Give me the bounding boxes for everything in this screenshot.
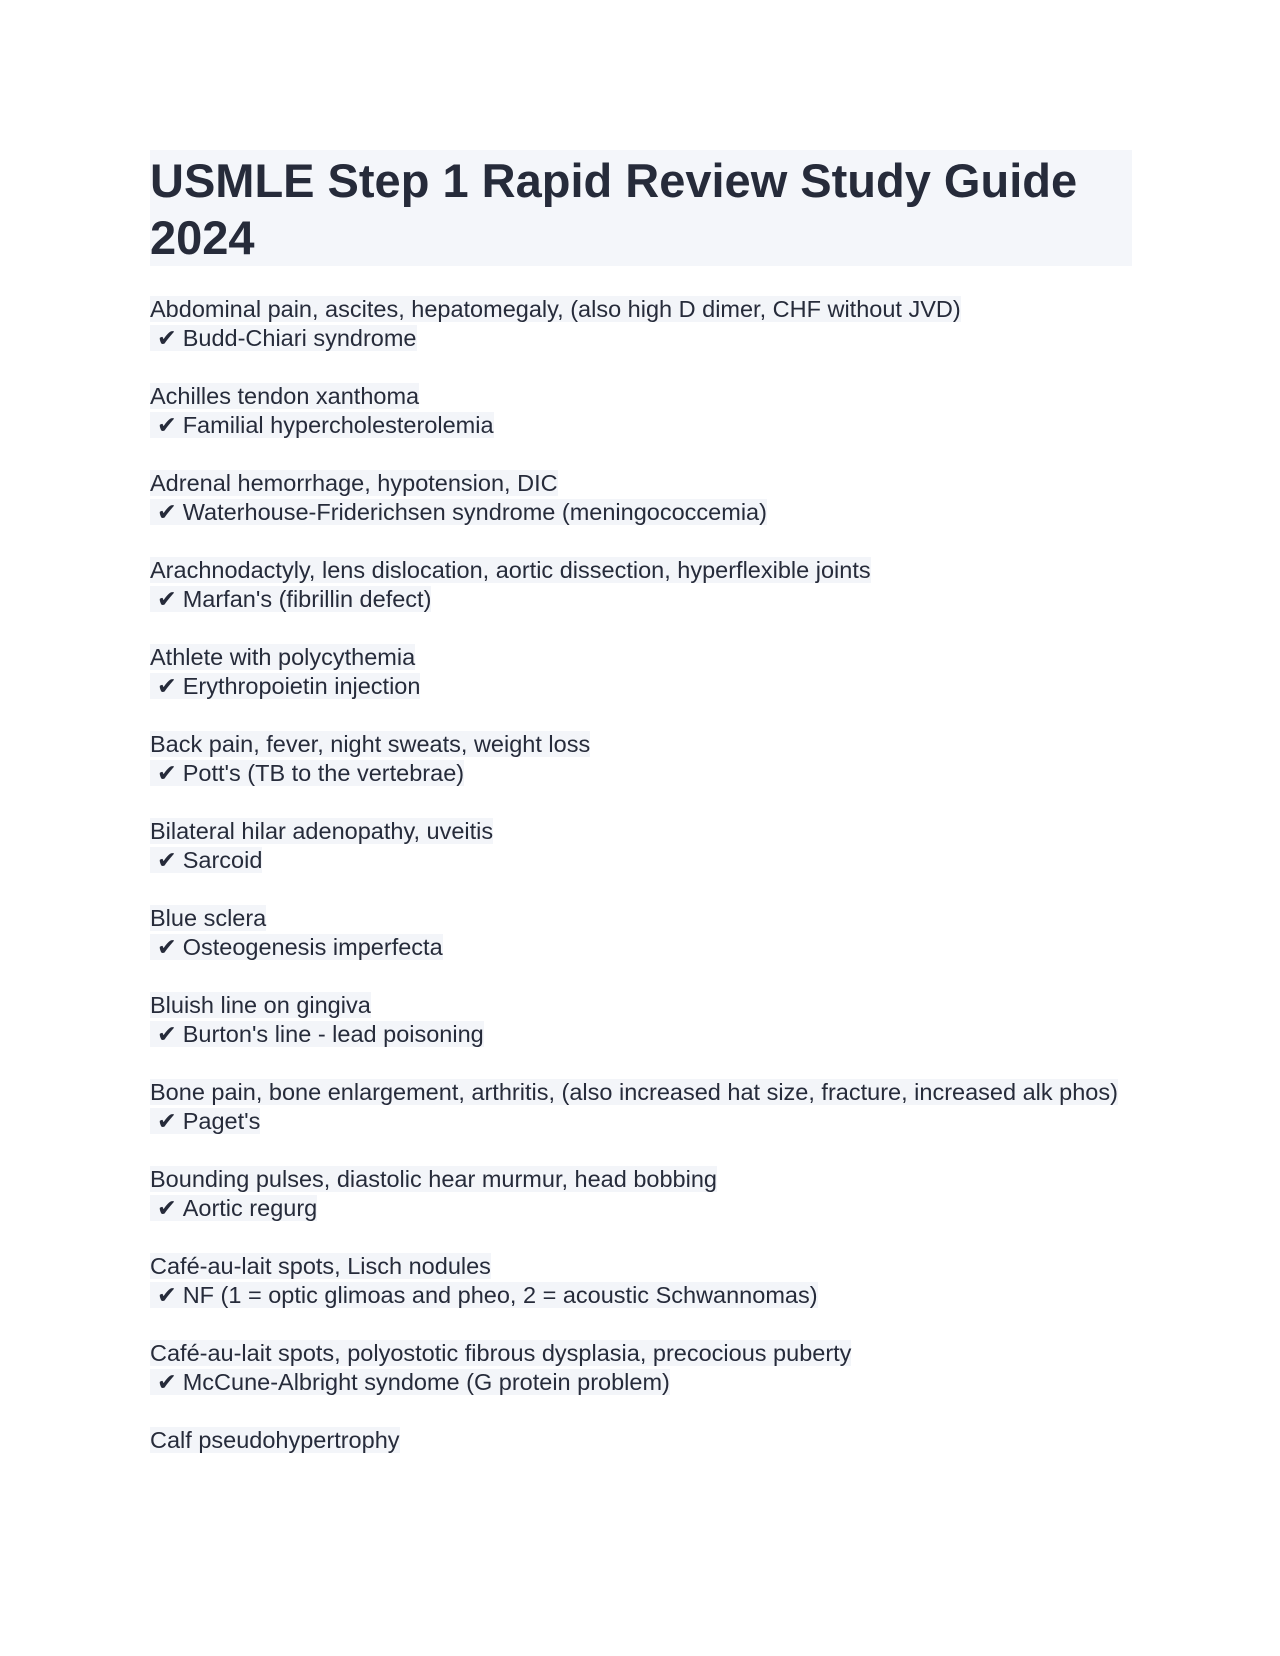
answer-text: NF (1 = optic glimoas and pheo, 2 = acoustic Schwannomas): [182, 1282, 818, 1308]
flashcard-question: [150, 556, 1132, 585]
flashcard-answer: [150, 672, 1132, 701]
question-text: Café-au-lait spots, polyostotic fibrous dysplasia, precocious puberty: [150, 1340, 852, 1366]
flashcard-entry: [150, 382, 1132, 440]
answer-text: Marfan's (fibrillin defect): [182, 586, 432, 612]
flashcard-entry: [150, 1426, 1132, 1455]
answer-highlight: [150, 934, 443, 960]
question-text: Blue sclera: [150, 905, 267, 931]
answer-highlight: [150, 1282, 818, 1308]
flashcard-entry: [150, 730, 1132, 788]
answer-text: Budd-Chiari syndrome: [182, 325, 417, 351]
question-text: Bluish line on gingiva: [150, 992, 371, 1018]
flashcard-answer: [150, 1107, 1132, 1136]
question-text: Athlete with polycythemia: [150, 644, 416, 670]
checkmark-icon: ✔: [157, 1369, 177, 1395]
flashcard-question: [150, 1252, 1132, 1281]
answer-text: Burton's line - lead poisoning: [182, 1021, 484, 1047]
flashcard-entry: [150, 643, 1132, 701]
answer-text: Pott's (TB to the vertebrae): [182, 760, 465, 786]
flashcard-answer: [150, 324, 1132, 353]
flashcard-entry: [150, 469, 1132, 527]
checkmark-icon: ✔: [157, 847, 177, 873]
answer-highlight: [150, 1108, 260, 1134]
answer-text: Familial hypercholesterolemia: [182, 412, 494, 438]
checkmark-icon: ✔: [157, 934, 177, 960]
flashcard-answer: [150, 1368, 1132, 1397]
flashcard-entry: [150, 1165, 1132, 1223]
answer-highlight: [150, 1195, 317, 1221]
flashcard-answer: [150, 1020, 1132, 1049]
checkmark-icon: ✔: [157, 673, 177, 699]
flashcard-answer: [150, 759, 1132, 788]
question-text: Calf pseudohypertrophy: [150, 1427, 400, 1453]
flashcard-entry: [150, 904, 1132, 962]
flashcard-entry: [150, 1078, 1132, 1136]
flashcard-entry: [150, 1252, 1132, 1310]
flashcard-question: [150, 1339, 1132, 1368]
answer-text: Paget's: [182, 1108, 261, 1134]
question-text: Back pain, fever, night sweats, weight loss: [150, 731, 591, 757]
flashcard-list: [150, 295, 1132, 1455]
answer-text: Sarcoid: [182, 847, 263, 873]
checkmark-icon: ✔: [157, 1021, 177, 1047]
answer-highlight: [150, 586, 431, 612]
question-text: Abdominal pain, ascites, hepatomegaly, (also high D dimer, CHF without JVD): [150, 296, 961, 322]
flashcard-question: [150, 904, 1132, 933]
answer-highlight: [150, 499, 767, 525]
flashcard-question: [150, 1078, 1132, 1107]
flashcard-question: [150, 643, 1132, 672]
question-text: Bone pain, bone enlargement, arthritis, (also increased hat size, fracture, increased alk phos): [150, 1079, 1118, 1105]
answer-highlight: [150, 1021, 484, 1047]
answer-highlight: [150, 847, 262, 873]
flashcard-question: [150, 1165, 1132, 1194]
flashcard-question: [150, 382, 1132, 411]
checkmark-icon: ✔: [157, 760, 177, 786]
checkmark-icon: ✔: [157, 499, 177, 525]
answer-highlight: [150, 325, 417, 351]
flashcard-question: [150, 730, 1132, 759]
flashcard-question: [150, 295, 1132, 324]
answer-text: McCune-Albright syndome (G protein problem): [182, 1369, 670, 1395]
answer-text: Waterhouse-Friderichsen syndrome (meningococcemia): [182, 499, 767, 525]
answer-highlight: [150, 760, 464, 786]
flashcard-entry: [150, 295, 1132, 353]
flashcard-answer: [150, 933, 1132, 962]
document-title: USMLE Step 1 Rapid Review Study Guide 2024: [150, 150, 1132, 266]
answer-text: Aortic regurg: [182, 1195, 318, 1221]
document-page: [150, 150, 1132, 1484]
flashcard-question: [150, 1426, 1132, 1455]
checkmark-icon: ✔: [157, 586, 177, 612]
question-text: Bilateral hilar adenopathy, uveitis: [150, 818, 494, 844]
flashcard-entry: [150, 556, 1132, 614]
flashcard-question: [150, 469, 1132, 498]
checkmark-icon: ✔: [157, 1108, 177, 1134]
flashcard-entry: [150, 991, 1132, 1049]
checkmark-icon: ✔: [157, 1195, 177, 1221]
flashcard-question: [150, 991, 1132, 1020]
flashcard-answer: [150, 498, 1132, 527]
flashcard-entry: [150, 1339, 1132, 1397]
question-text: Arachnodactyly, lens dislocation, aortic dissection, hyperflexible joints: [150, 557, 871, 583]
checkmark-icon: ✔: [157, 1282, 177, 1308]
flashcard-entry: [150, 817, 1132, 875]
answer-highlight: [150, 673, 420, 699]
checkmark-icon: ✔: [157, 412, 177, 438]
question-text: Achilles tendon xanthoma: [150, 383, 420, 409]
question-text: Adrenal hemorrhage, hypotension, DIC: [150, 470, 558, 496]
flashcard-question: [150, 817, 1132, 846]
answer-text: Erythropoietin injection: [182, 673, 421, 699]
flashcard-answer: [150, 585, 1132, 614]
answer-highlight: [150, 1369, 670, 1395]
question-text: Café-au-lait spots, Lisch nodules: [150, 1253, 491, 1279]
checkmark-icon: ✔: [157, 325, 177, 351]
flashcard-answer: [150, 1281, 1132, 1310]
flashcard-answer: [150, 1194, 1132, 1223]
answer-text: Osteogenesis imperfecta: [182, 934, 443, 960]
answer-highlight: [150, 412, 494, 438]
question-text: Bounding pulses, diastolic hear murmur, head bobbing: [150, 1166, 717, 1192]
flashcard-answer: [150, 846, 1132, 875]
flashcard-answer: [150, 411, 1132, 440]
